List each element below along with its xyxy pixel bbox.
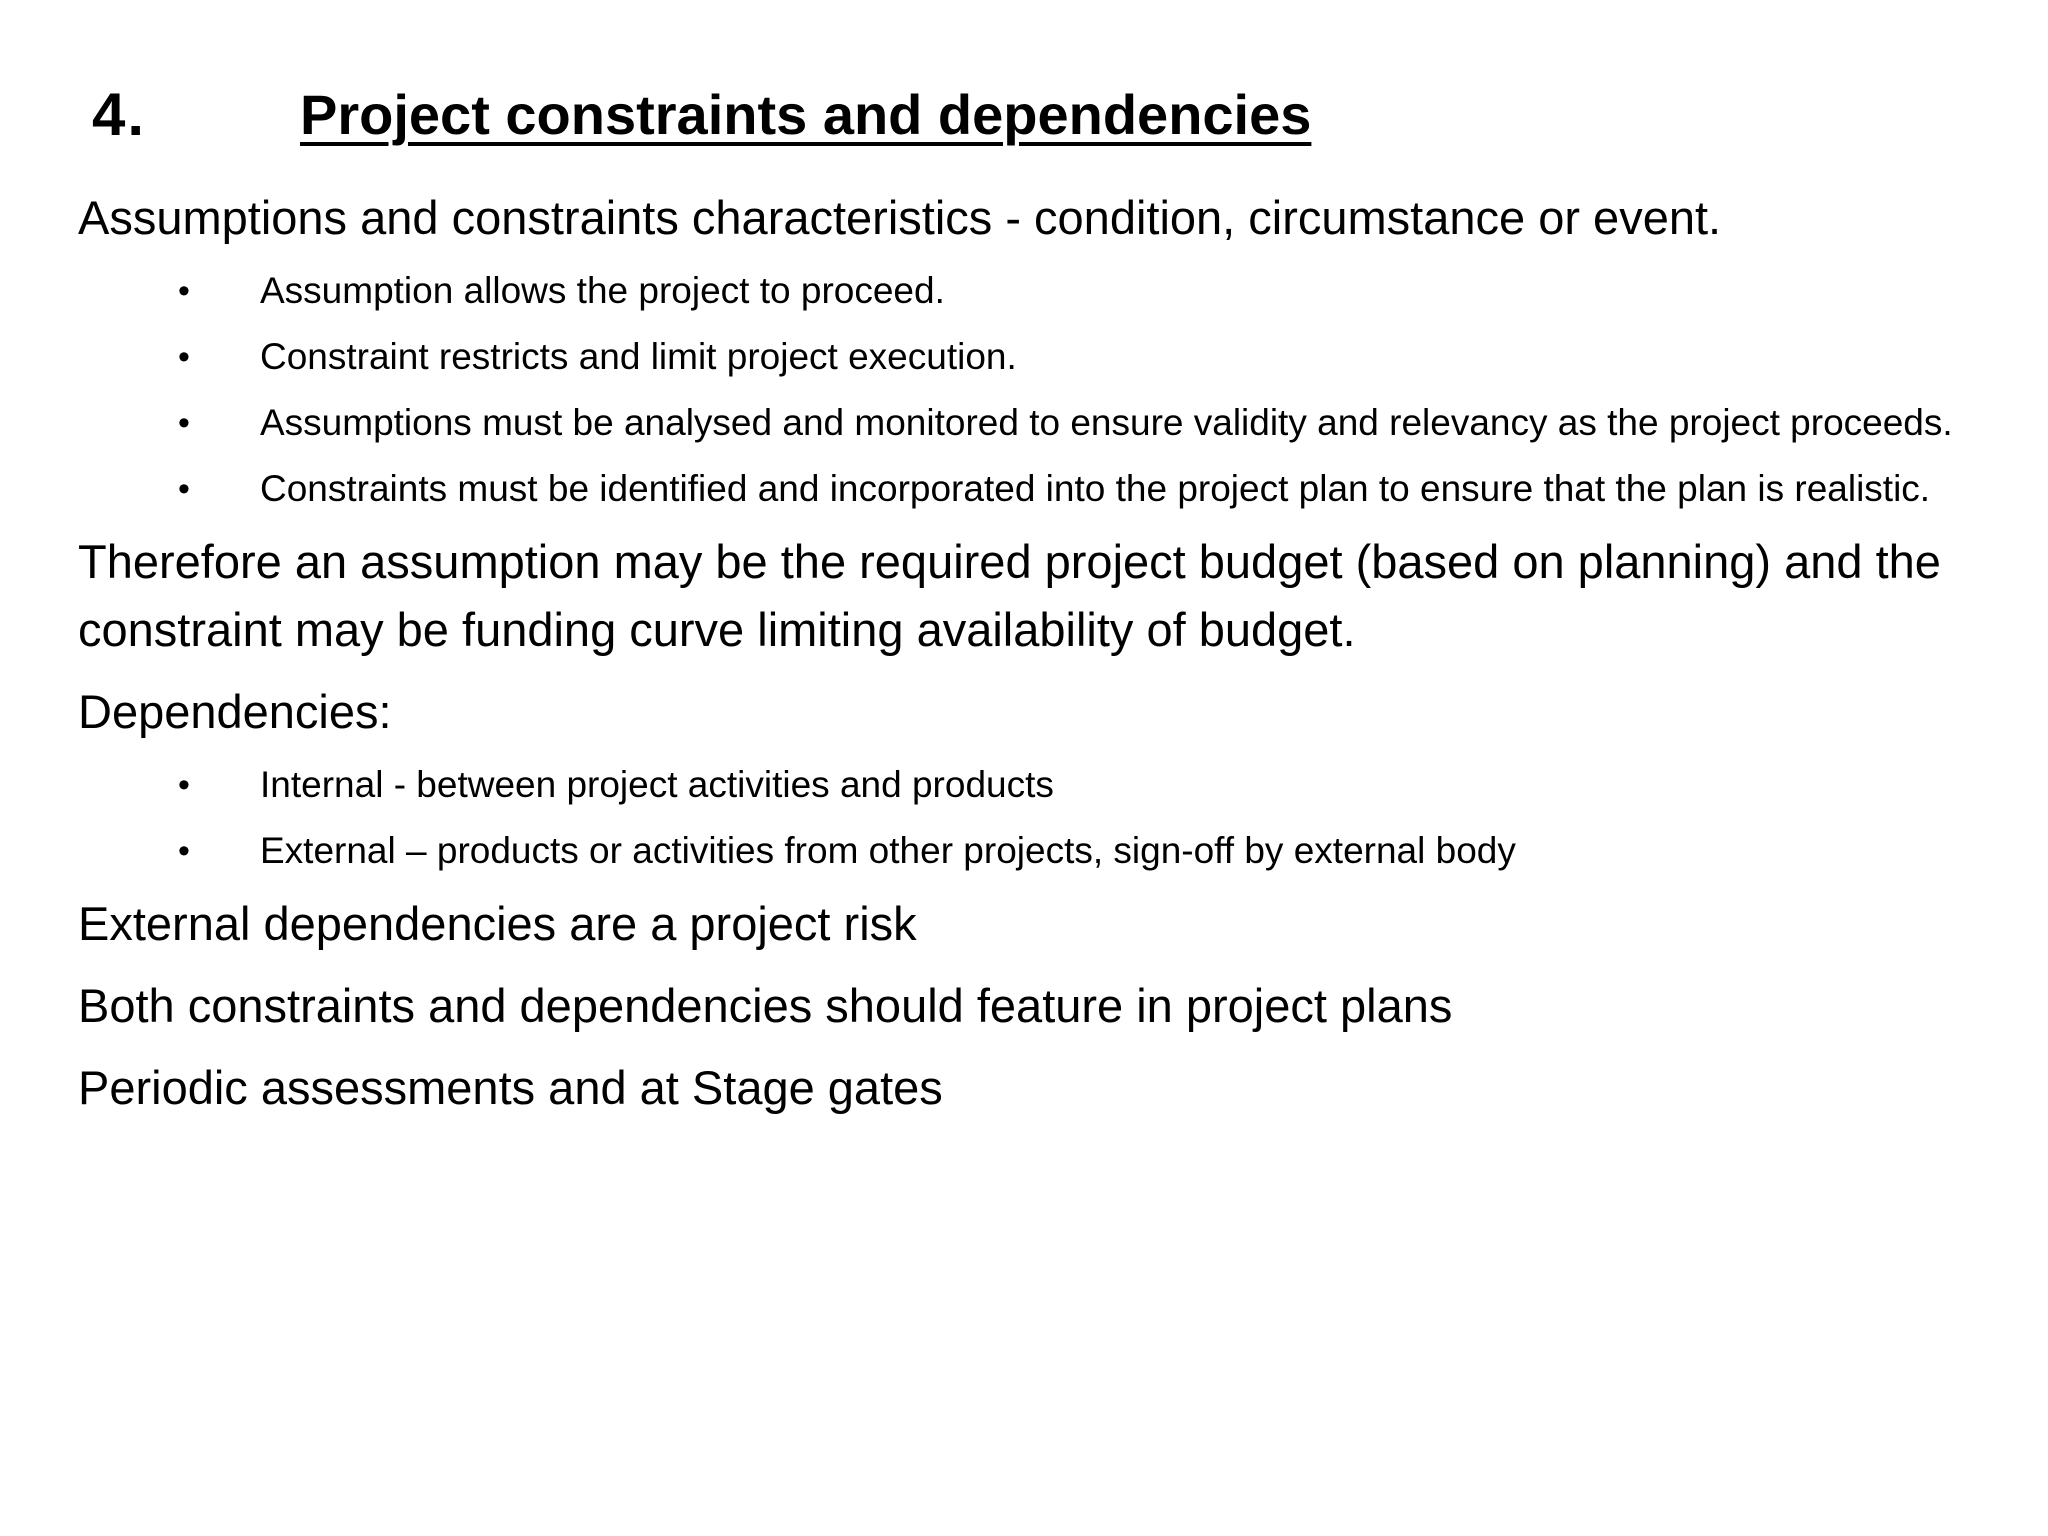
- list-item: [78, 758, 2008, 812]
- section-number: 4.: [92, 81, 147, 148]
- list-item-text: Assumption allows the project to proceed.: [260, 270, 945, 311]
- list-item: [78, 824, 2008, 878]
- bullet-icon: •: [178, 832, 190, 870]
- closing-line: External dependencies are a project risk: [78, 897, 917, 950]
- slide-body: [78, 184, 2008, 1122]
- therefore-paragraph: Therefore an assumption may be the required project budget (based on planning) and the constraint may be funding curve limiting availability of budget.: [78, 535, 1941, 656]
- bullet-icon: •: [178, 272, 190, 310]
- assumption-bullet-list: [78, 264, 2008, 516]
- title-row: [92, 70, 1992, 160]
- dependencies-heading: Dependencies:: [78, 685, 392, 738]
- list-item: [78, 264, 2008, 318]
- list-item-text: Constraints must be identified and incorporated into the project plan to ensure that the plan is realistic.: [260, 468, 1931, 509]
- list-item: [78, 462, 2008, 516]
- bullet-icon: •: [178, 766, 190, 804]
- closing-line: Both constraints and dependencies should feature in project plans: [78, 979, 1453, 1032]
- list-item-text: External – products or activities from other projects, sign-off by external body: [260, 830, 1516, 871]
- closing-line: Periodic assessments and at Stage gates: [78, 1061, 943, 1114]
- list-item-text: Assumptions must be analysed and monitored to ensure validity and relevancy as the project proceeds.: [260, 402, 1953, 443]
- bullet-icon: •: [178, 404, 190, 442]
- bullet-icon: •: [178, 470, 190, 508]
- dependency-bullet-list: [78, 758, 2008, 878]
- bullet-icon: •: [178, 338, 190, 376]
- list-item-text: Constraint restricts and limit project execution.: [260, 336, 1017, 377]
- intro-paragraph: Assumptions and constraints characteristics - condition, circumstance or event.: [78, 191, 1722, 244]
- slide-title: Project constraints and dependencies: [300, 83, 1312, 146]
- list-item: [78, 396, 2008, 450]
- list-item: [78, 330, 2008, 384]
- list-item-text: Internal - between project activities and products: [260, 764, 1054, 805]
